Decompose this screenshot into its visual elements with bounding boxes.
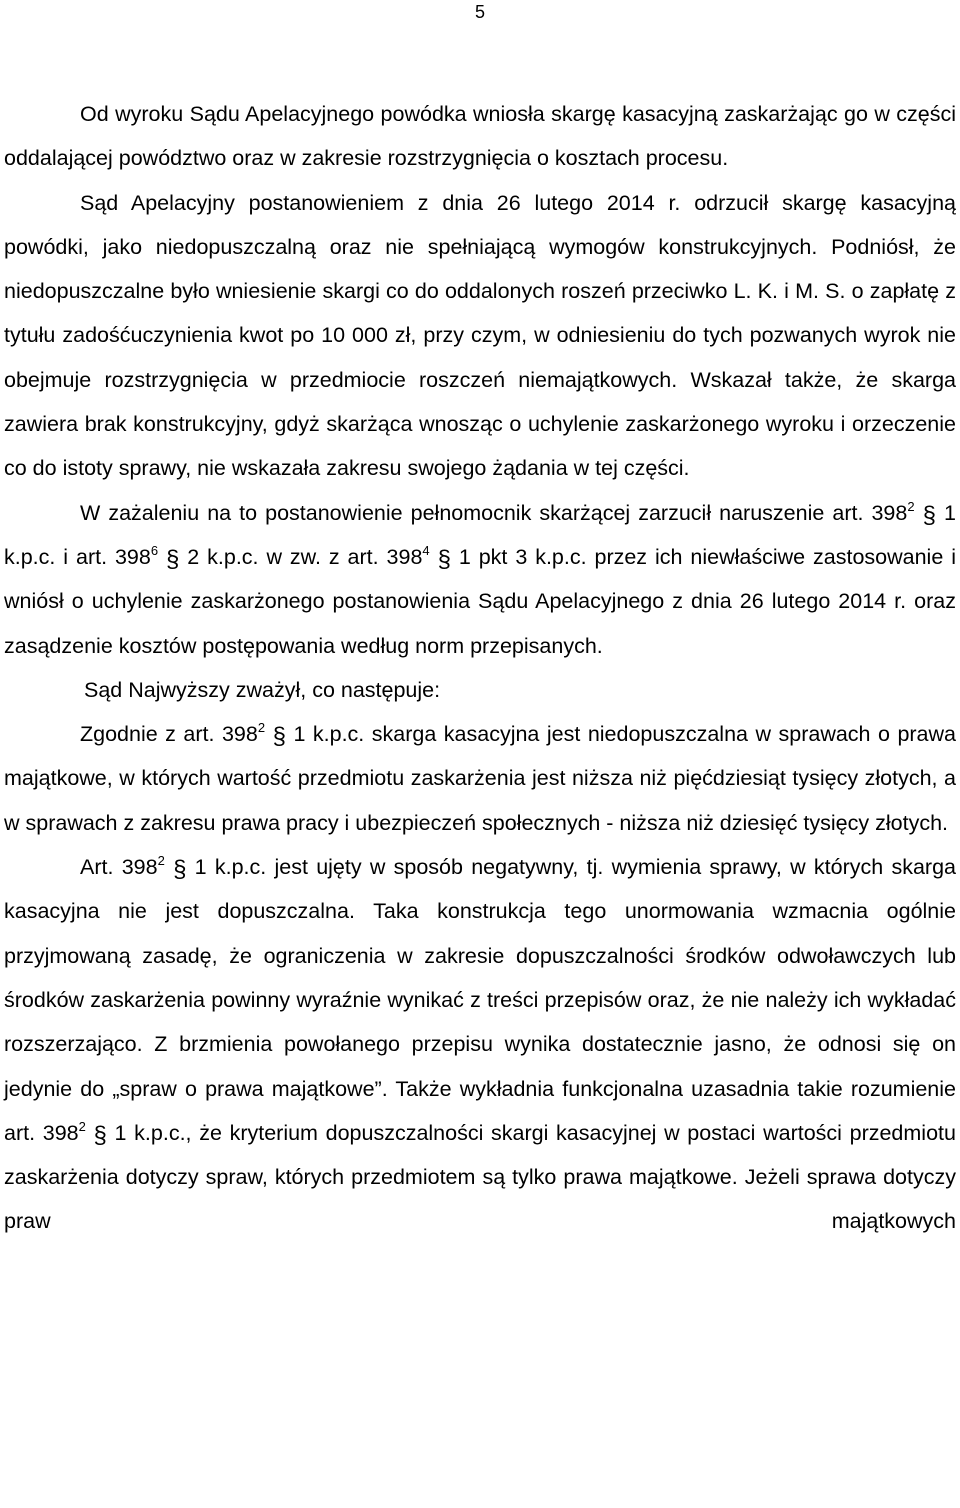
page-number: 5 [474,2,485,22]
paragraph-complaint [4,491,956,668]
paragraph-text: 1 pkt 3 k.p.c. przez ich niewłaściwe zastosowanie i wniósł o uchylenie zaskarżonego postanowienia Sądu Apelacyjnego z dnia 26 lutego 2014 r. oraz zasądzenie kosztów postępowania według norm przepisanych. [4,544,956,658]
heading-text: Sąd Najwyższy zważył, co następuje: [84,677,441,702]
superscript: 6 [150,542,159,558]
section-symbol: § [93,1121,107,1149]
paragraph-legal-basis [4,712,956,845]
superscript: 2 [907,498,915,514]
superscript: 4 [422,542,430,558]
section-symbol: § [922,501,936,529]
superscript: 2 [257,720,266,736]
document-body [4,92,956,1244]
section-symbol: § [173,856,187,884]
superscript: 2 [157,853,165,869]
paragraph-text: 1 k.p.c. jest ujęty w sposób negatywny, tj. wymienia sprawy, w których skarga kasacyjna nie jest dopuszczalna. Taka konstrukcja tego unormowania wzmacnia ogólnie przyjmowaną zasadę, że ograniczenia w zakresie dopuszczalności środków odwoławczych lub środków zaskarżenia powinny wyraźnie wynikać z treści przepisów oraz, że nie należy ich wykładać rozszerzająco. Z brzmienia powołanego przepisu wynika dostatecznie jasno, że odnosi się on jedynie do „spraw o prawa majątkowe”. Także wykładnia funkcjonalna uzasadnia takie rozumienie art. 398 [4,855,956,1145]
section-symbol: § [437,545,451,573]
paragraph-text: 2 k.p.c. w zw. z art. 398 [187,544,423,569]
paragraph-appeal [4,92,956,181]
paragraph-text: Zgodnie z art. 398 [80,722,258,747]
section-symbol: § [272,723,286,751]
paragraph-text: 1 k.p.c. i art. 398 [4,500,956,569]
paragraph-court-decision [4,181,956,491]
superscript: 2 [78,1118,86,1134]
paragraph-interpretation [4,845,956,1244]
paragraph-text: Art. 398 [80,855,158,880]
paragraph-text: Od wyroku Sądu Apelacyjnego powódka wniosła skargę kasacyjną zaskarżając go w części oddalającej powództwo oraz w zakresie rozstrzygnięcia o kosztach procesu. [4,102,956,171]
paragraph-text: Sąd Apelacyjny postanowieniem z dnia 26 lutego 2014 r. odrzucił skargę kasacyjną powódki, jako niedopuszczalną oraz nie spełniającą wymogów konstrukcyjnych. Podniósł, że niedopuszczalne było wniesienie skargi co do oddalonych roszeń przeciwko L. K. i M. S. o zapłatę z tytułu zadośćuczynienia kwot po 10 000 zł, przy czym, w odniesieniu do tych pozwanych wyrok nie obejmuje rozstrzygnięcia w przedmiocie roszczeń niemajątkowych. Wskazał także, że skarga zawiera brak konstrukcyjny, gdyż skarżąca wnosząc o uchylenie zaskarżonego wyroku i orzeczenie co do istoty sprawy, nie wskazała zakresu swojego żądania w tej części. [4,190,956,481]
paragraph-text: W zażaleniu na to postanowienie pełnomocnik skarżącej zarzucił naruszenie art. 398 [80,500,908,525]
paragraph-text: 1 k.p.c. skarga kasacyjna jest niedopuszczalna w sprawach o prawa majątkowe, w których wartość przedmiotu zaskarżenia jest niższa niż pięćdziesiąt tysięcy złotych, a w sprawach z zakresu prawa pracy i ubezpieczeń społecznych - niższa niż dziesięć tysięcy złotych. [4,722,956,835]
paragraph-text: 1 k.p.c., że kryterium dopuszczalności skargi kasacyjnej w postaci wartości przedmiotu zaskarżenia dotyczy spraw, których przedmiotem są tylko prawa majątkowe. Jeżeli sprawa dotyczy praw majątkowych [4,1120,956,1234]
court-heading [4,668,956,712]
section-symbol: § [166,545,180,573]
